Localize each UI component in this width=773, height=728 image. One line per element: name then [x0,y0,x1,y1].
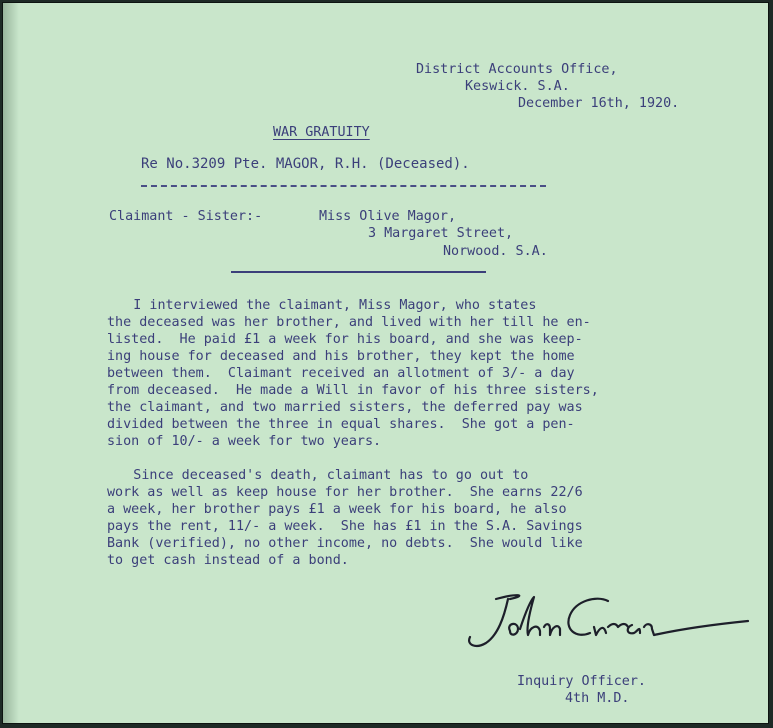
signatory-district: 4th M.D. [565,691,630,706]
letter-date: December 16th, 1920. [518,96,680,111]
paragraph-line: divided between the three in equal shares. She got a pen- [107,417,575,432]
paragraph-line: sion of 10/- a week for two years. [107,434,382,449]
paragraph-line: to get cash instead of a bond. [107,553,349,568]
paragraph-line: Since deceased's death, claimant has to go out to [93,468,529,483]
document-heading: WAR GRATUITY [273,125,370,140]
reference-dashed-rule [141,185,546,187]
document-page [2,2,769,724]
claimant-street: 3 Margaret Street, [368,226,514,241]
paragraph-line: pays the rent, 11/- a week. She has £1 in the S.A. Savings [107,519,583,534]
paragraph-line: ing house for deceased and his brother, they kept the home [107,349,575,364]
paragraph-line: the claimant, and two married sisters, the deferred pay was [107,400,583,415]
paragraph-line: listed. He paid £1 a week for his board, and she was keep- [107,332,583,347]
claimant-rule [231,271,486,273]
claimant-name: Miss Olive Magor, [319,209,457,224]
paragraph-line: I interviewed the claimant, Miss Magor, who states [93,298,537,313]
claimant-label: Claimant - Sister:- [109,209,263,224]
paragraph-line: Bank (verified), no other income, no debts. She would like [107,536,583,551]
claimant-suburb: Norwood. S.A. [443,244,548,259]
paragraph-line: from deceased. He made a Will in favor of his three sisters, [107,383,599,398]
signatory-title: Inquiry Officer. [517,674,646,689]
reference-line: Re No.3209 Pte. MAGOR, R.H. (Deceased). [141,156,470,172]
page-edge-shadow [3,3,19,723]
paragraph-line: the deceased was her brother, and lived with her till he en- [107,315,591,330]
handwritten-signature [458,587,768,657]
paragraph-line: work as well as keep house for her brother. She earns 22/6 [107,485,583,500]
office-town: Keswick. S.A. [465,79,570,94]
office-name: District Accounts Office, [416,62,618,77]
paragraph-line: a week, her brother pays £1 a week for his board, he also [107,502,567,517]
paragraph-line: between them. Claimant received an allotment of 3/- a day [107,366,575,381]
